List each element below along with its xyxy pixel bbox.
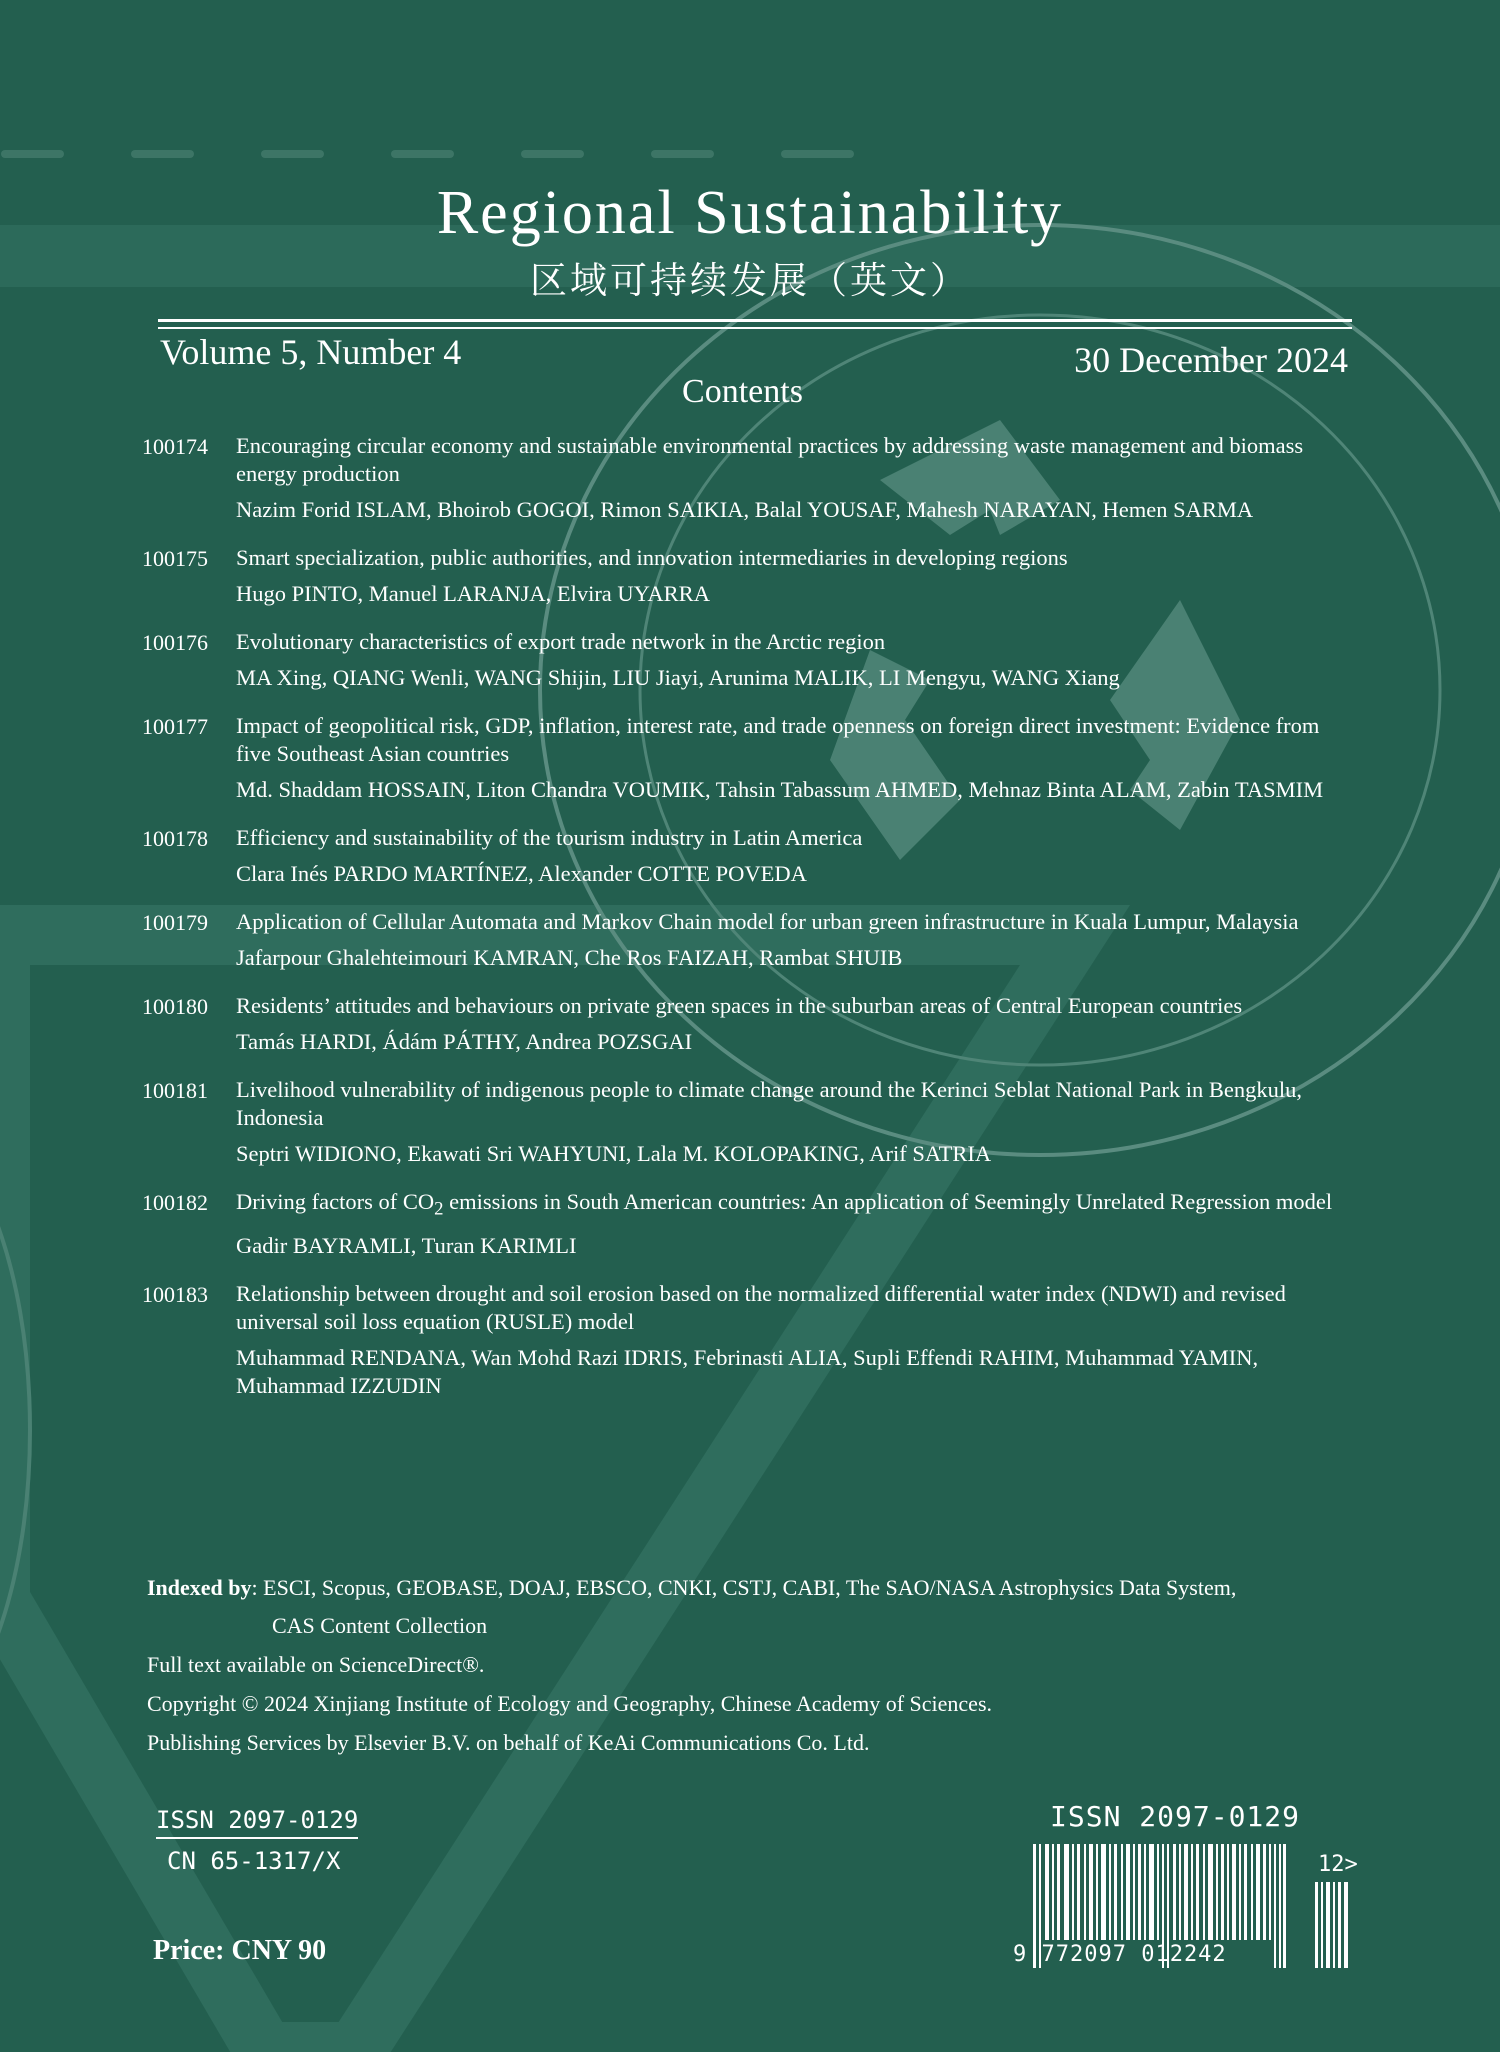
article-title: Smart specialization, public authorities, and innovation intermediaries in developing regions bbox=[236, 545, 1068, 570]
volume-number: Volume 5, Number 4 bbox=[160, 332, 462, 372]
toc-entry bbox=[142, 1280, 1352, 1400]
copyright-note: Copyright © 2024 Xinjiang Institute of Ecology and Geography, Chinese Academy of Sciences. bbox=[147, 1691, 993, 1716]
cn-number: CN 65-1317/X bbox=[167, 1847, 341, 1875]
toc-entry bbox=[142, 628, 1352, 692]
indexed-list: : ESCI, Scopus, GEOBASE, DOAJ, EBSCO, CNKI, CSTJ, CABI, The SAO/NASA Astrophysics Data System, bbox=[251, 1575, 1237, 1600]
article-authors: Jafarpour Ghalehteimouri KAMRAN, Che Ros FAIZAH, Rambat SHUIB bbox=[236, 945, 903, 970]
toc-entry bbox=[142, 712, 1352, 804]
article-authors: Septri WIDIONO, Ekawati Sri WAHYUNI, Lala M. KOLOPAKING, Arif SATRIA bbox=[236, 1141, 992, 1166]
toc-entry bbox=[142, 544, 1352, 608]
article-authors: Md. Shaddam HOSSAIN, Liton Chandra VOUMIK, Tahsin Tabassum AHMED, Mehnaz Binta ALAM, Zabin TASMIM bbox=[236, 777, 1324, 802]
header-rule-thin bbox=[158, 327, 1352, 329]
journal-title: Regional Sustainability bbox=[436, 179, 1064, 247]
article-code: 100176 bbox=[142, 630, 208, 655]
price: Price: CNY 90 bbox=[153, 1935, 327, 1966]
article-title-part: Driving factors of CO bbox=[236, 1189, 435, 1214]
article-authors: Tamás HARDI, Ádám PÁTHY, Andrea POZSGAI bbox=[236, 1029, 693, 1054]
article-authors: MA Xing, QIANG Wenli, WANG Shijin, LIU Jiayi, Arunima MALIK, LI Mengyu, WANG Xiang bbox=[236, 665, 1120, 690]
article-authors: Clara Inés PARDO MARTÍNEZ, Alexander COTTE POVEDA bbox=[236, 861, 807, 886]
fulltext-note: Full text available on ScienceDirect®. bbox=[147, 1652, 485, 1677]
article-title: Application of Cellular Automata and Markov Chain model for urban green infrastructure in Kuala Lumpur, Malaysia bbox=[236, 909, 1299, 934]
article-authors: Nazim Forid ISLAM, Bhoirob GOGOI, Rimon SAIKIA, Balal YOUSAF, Mahesh NARAYAN, Hemen SARMA bbox=[236, 497, 1254, 522]
issue-date: 30 December 2024 bbox=[1074, 340, 1348, 380]
article-title: Residents’ attitudes and behaviours on private green spaces in the suburban areas of Central European countries bbox=[236, 993, 1243, 1018]
toc-entry bbox=[142, 432, 1352, 524]
article-code: 100179 bbox=[142, 910, 208, 935]
indexed-by bbox=[147, 1574, 1357, 1602]
table-of-contents bbox=[142, 432, 1352, 1420]
article-code: 100178 bbox=[142, 826, 208, 851]
article-title: Livelihood vulnerability of indigenous people to climate change around the Kerinci Seblat National Park in Bengkulu, Indonesia bbox=[236, 1077, 1302, 1130]
article-authors: Gadir BAYRAMLI, Turan KARIMLI bbox=[236, 1232, 577, 1258]
article-title: Encouraging circular economy and sustainable environmental practices by addressing waste management and biomass energy production bbox=[236, 433, 1304, 486]
article-title: Relationship between drought and soil erosion based on the normalized differential water index (NDWI) and revised universal soil loss equation (RUSLE) model bbox=[236, 1280, 1286, 1334]
indexed-list-continued: CAS Content Collection bbox=[272, 1613, 488, 1638]
article-code: 100180 bbox=[142, 994, 208, 1019]
article-code: 100177 bbox=[142, 714, 208, 739]
article-authors: Hugo PINTO, Manuel LARANJA, Elvira UYARRA bbox=[236, 581, 710, 606]
toc-entry bbox=[142, 1188, 1352, 1260]
header-rule-thick bbox=[158, 319, 1352, 322]
article-code: 100174 bbox=[142, 434, 208, 459]
article-code: 100183 bbox=[142, 1281, 208, 1307]
subscript-2: 2 bbox=[434, 1198, 444, 1220]
issn-number: ISSN 2097-0129 bbox=[156, 1806, 358, 1839]
article-code: 100175 bbox=[142, 546, 208, 571]
toc-entry bbox=[142, 992, 1352, 1056]
article-authors: Muhammad RENDANA, Wan Mohd Razi IDRIS, Febrinasti ALIA, Supli Effendi RAHIM, Muhammad YAMIN, Muhammad IZZUDIN bbox=[236, 1344, 1259, 1398]
article-title: Impact of geopolitical risk, GDP, inflation, interest rate, and trade openness on foreign direct investment: Evidence from five Southeast Asian countries bbox=[236, 713, 1320, 766]
addon-digits: 12> bbox=[1318, 1852, 1358, 1877]
indexed-label: Indexed by bbox=[147, 1575, 252, 1600]
article-title: Evolutionary characteristics of export trade network in the Arctic region bbox=[236, 629, 886, 654]
journal-chinese-title: 区域可持续发展（英文） bbox=[530, 259, 970, 302]
article-title bbox=[236, 1188, 1352, 1224]
contents-heading: Contents bbox=[682, 373, 803, 410]
article-code: 100181 bbox=[142, 1078, 208, 1103]
toc-entry bbox=[142, 1076, 1352, 1168]
publishing-note: Publishing Services by Elsevier B.V. on behalf of KeAi Communications Co. Ltd. bbox=[147, 1730, 870, 1755]
barcode-issn: ISSN 2097-0129 bbox=[1050, 1800, 1301, 1833]
toc-entry bbox=[142, 824, 1352, 888]
toc-entry bbox=[142, 908, 1352, 972]
article-title-part: emissions in South American countries: An application of Seemingly Unrelated Regression model bbox=[443, 1189, 1333, 1214]
article-title: Efficiency and sustainability of the tourism industry in Latin America bbox=[236, 825, 863, 850]
barcode-digits: 9 772097 012242 bbox=[1013, 1942, 1227, 1967]
article-code: 100182 bbox=[142, 1190, 208, 1215]
